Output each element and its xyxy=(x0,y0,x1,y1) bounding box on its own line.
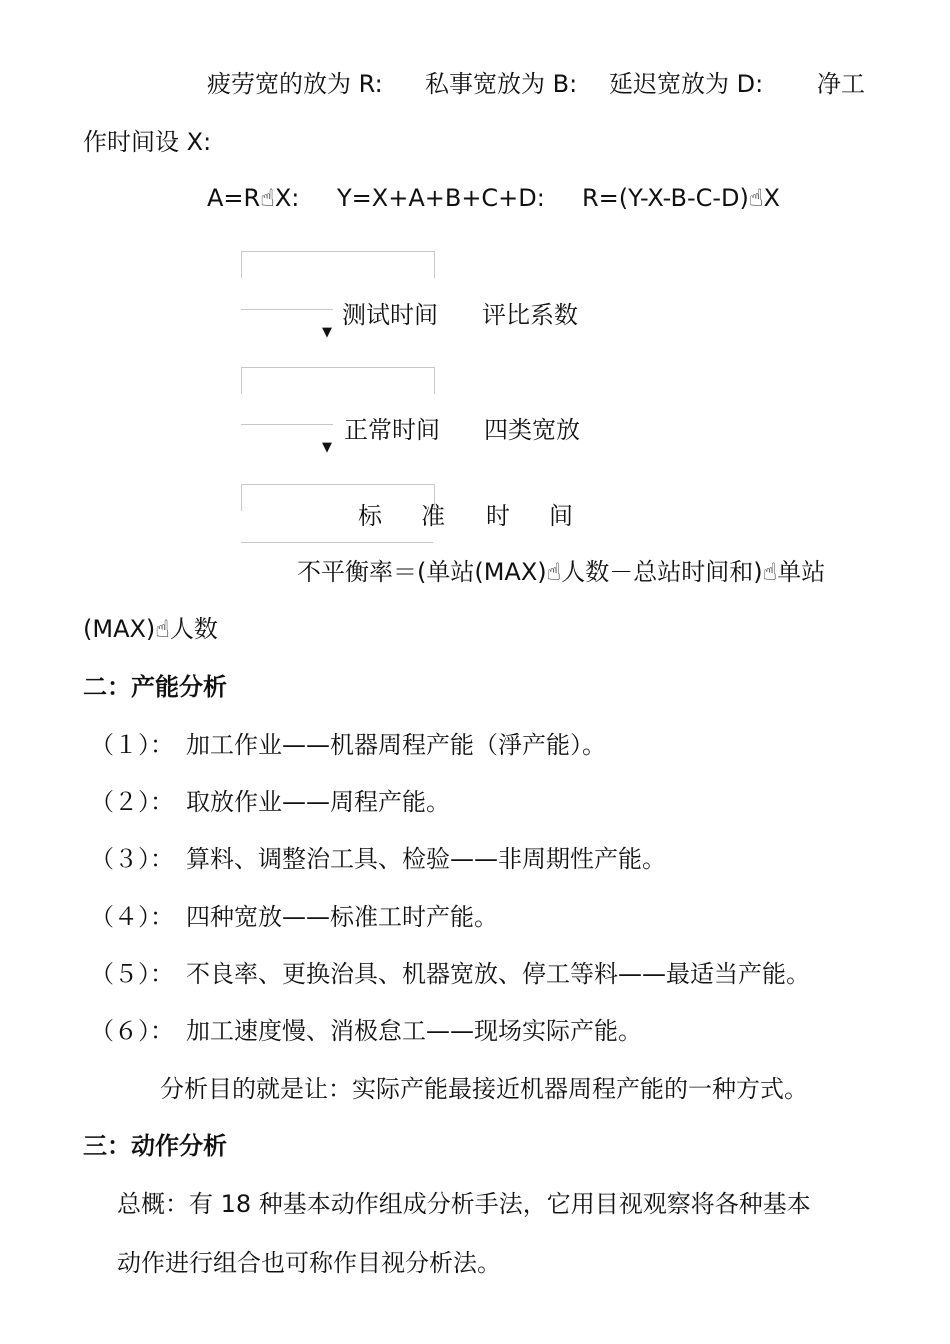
flow-divider-1 xyxy=(241,309,333,310)
down-arrow-icon: ▼ xyxy=(322,440,332,455)
list-item-number: （３）： xyxy=(90,845,174,873)
flow-box-1 xyxy=(241,251,435,278)
formula-r: R=(Y-X-B-C-D)☝X xyxy=(582,184,780,212)
flow-standard-char-1: 标 xyxy=(358,502,382,530)
list-item-text: 不良率、更换治具、机器宽放、停工等料——最适当产能。 xyxy=(186,960,810,988)
flow-divider-3 xyxy=(241,542,433,543)
section-heading-capacity: 二：产能分析 xyxy=(83,673,227,701)
flow-four-allowances: 四类宽放 xyxy=(484,416,580,444)
section-heading-motion: 三：动作分析 xyxy=(83,1132,227,1160)
fatigue-allowance-text: 疲劳宽的放为 R: xyxy=(207,70,383,98)
flow-rating-factor: 评比系数 xyxy=(482,301,578,329)
list-item-number: （２）： xyxy=(90,788,174,816)
flow-standard-char-2: 准 xyxy=(421,502,445,530)
flow-box-2 xyxy=(241,367,435,394)
list-item-text: 加工速度慢、消极怠工——现场实际产能。 xyxy=(186,1017,642,1045)
personal-allowance-text: 私事宽放为 B: xyxy=(425,70,578,98)
formula-a: A=R☝X: xyxy=(207,184,300,212)
flow-normal-time: 正常时间 xyxy=(344,416,440,444)
flow-test-time: 测试时间 xyxy=(342,301,438,329)
list-item-number: （４）： xyxy=(90,903,174,931)
list-item-number: （５）： xyxy=(90,960,174,988)
list-item-number: （６）： xyxy=(90,1017,174,1045)
down-arrow-icon: ▼ xyxy=(322,325,332,340)
flow-standard-char-3: 时 xyxy=(486,502,510,530)
imbalance-rate-line2: (MAX)☝人数 xyxy=(83,615,218,643)
net-work-text: 净工 xyxy=(817,70,865,98)
list-item-text: 四种宽放——标准工时产能。 xyxy=(186,903,498,931)
motion-analysis-para-line1: 总概：有 18 种基本动作组成分析手法，它用目视观察将各种基本 xyxy=(117,1190,811,1218)
formula-y: Y=X+A+B+C+D: xyxy=(337,184,545,212)
list-item-text: 算料、调整治工具、检验——非周期性产能。 xyxy=(186,845,666,873)
list-item-text: 取放作业——周程产能。 xyxy=(186,788,450,816)
list-item-text: 加工作业——机器周程产能（淨产能）。 xyxy=(186,731,606,759)
flow-divider-2 xyxy=(241,424,333,425)
imbalance-rate-line1: 不平衡率＝(单站(MAX)☝人数－总站时间和)☝单站 xyxy=(297,558,826,586)
motion-analysis-para-line2: 动作进行组合也可称作目视分析法。 xyxy=(117,1249,501,1277)
flow-box-3 xyxy=(241,484,435,511)
net-work-time-text: 作时间设 X: xyxy=(83,128,212,156)
analysis-purpose-text: 分析目的就是让：实际产能最接近机器周程产能的一种方式。 xyxy=(160,1075,808,1103)
list-item-number: （１）： xyxy=(90,731,174,759)
delay-allowance-text: 延迟宽放为 D: xyxy=(609,70,764,98)
flow-standard-char-4: 间 xyxy=(549,502,573,530)
